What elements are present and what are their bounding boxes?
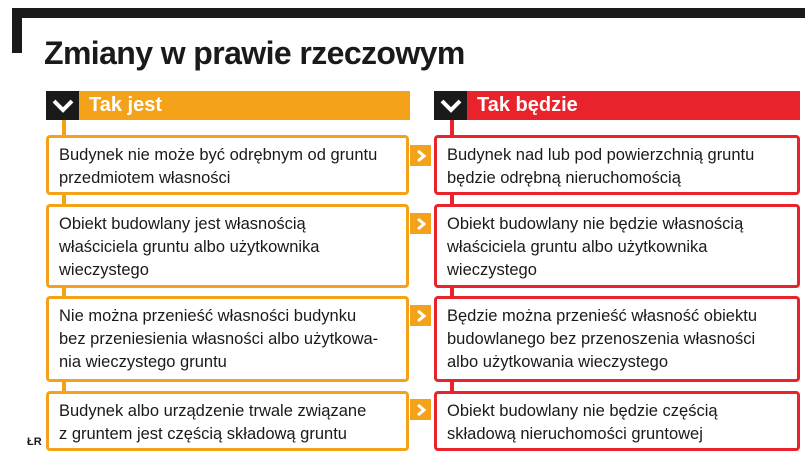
row-2-will-line-1: Obiekt budowlany nie będzie własnością (447, 215, 744, 233)
row-2-now-line-3: wieczystego (59, 261, 149, 279)
header-now-label: Tak jest (89, 94, 162, 116)
row-3-will-line-2: budowlanego bez przenoszenia własności (447, 330, 756, 348)
row-2-now-line-2: właściciela gruntu albo użytkownika (59, 238, 320, 256)
row-4-will-box (434, 391, 800, 451)
row-4-will-line-2: składową nieruchomości gruntowej (447, 425, 703, 443)
row-3-will-box (434, 296, 800, 382)
row-2-now-box (46, 204, 409, 288)
frame-top-bar (12, 8, 805, 18)
row-2-will-box (434, 204, 800, 288)
row-3-now-line-3: nia wieczystego gruntu (59, 353, 227, 371)
row-4-now-box (46, 391, 409, 451)
chevron-right-icon (410, 305, 431, 326)
row-1-will-box (434, 135, 800, 195)
check-chevron-icon (434, 91, 467, 120)
row-2-will-line-3: wieczystego (447, 261, 537, 279)
author-credit: ŁR (27, 436, 42, 448)
row-3-now-line-1: Nie można przenieść własności budynku (59, 307, 357, 325)
row-1-now-line-1: Budynek nie może być odrębnym od gruntu (59, 146, 378, 164)
row-1-now-line-2: przedmiotem własności (59, 169, 231, 187)
row-1-will-line-1: Budynek nad lub pod powierzchnią gruntu (447, 146, 755, 164)
row-1-now-box (46, 135, 409, 195)
row-4-now-line-1: Budynek albo urządzenie trwale związane (59, 402, 367, 420)
page-title: Zmiany w prawie rzeczowym (44, 35, 465, 71)
row-3-now-box (46, 296, 409, 382)
row-2-will-line-2: właściciela gruntu albo użytkownika (447, 238, 708, 256)
row-2-now-line-1: Obiekt budowlany jest własnością (59, 215, 306, 233)
row-3-now-line-2: bez przeniesienia własności albo użytkowa- (59, 330, 379, 348)
chevron-right-icon (410, 145, 431, 166)
header-now (46, 91, 410, 120)
frame-left-bar (12, 8, 22, 53)
header-will-label: Tak będzie (477, 94, 578, 116)
row-4-will-line-1: Obiekt budowlany nie będzie częścią (447, 402, 718, 420)
chevron-right-icon (410, 399, 431, 420)
row-4-now-line-2: z gruntem jest częścią składową gruntu (59, 425, 347, 443)
check-chevron-icon (46, 91, 79, 120)
row-3-will-line-1: Będzie można przenieść własność obiektu (447, 307, 757, 325)
row-3-will-line-3: albo użytkowania wieczystego (447, 353, 669, 371)
chevron-right-icon (410, 213, 431, 234)
header-will (434, 91, 800, 120)
row-1-will-line-2: będzie odrębną nieruchomością (447, 169, 681, 187)
